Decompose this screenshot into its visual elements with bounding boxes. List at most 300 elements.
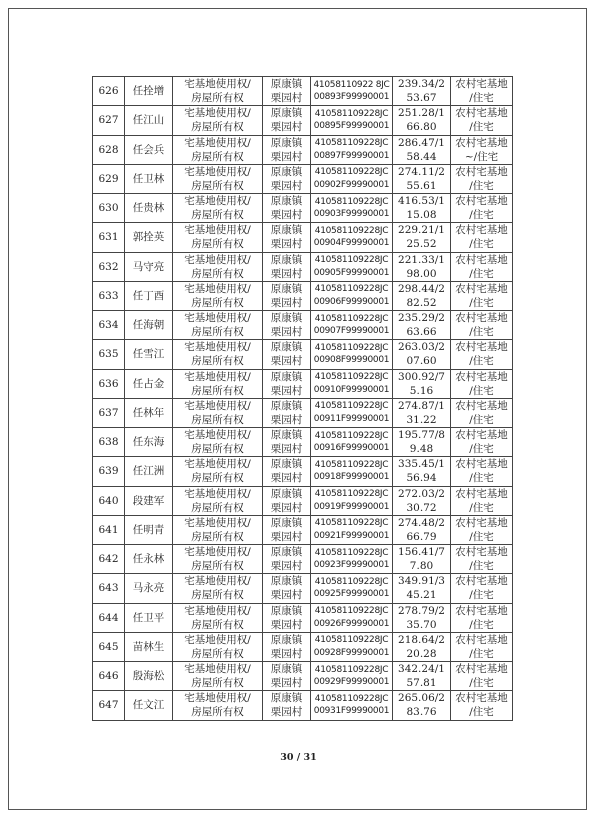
row-number-text: 644 <box>98 611 119 624</box>
cell-area <box>393 340 451 369</box>
cell-area <box>393 691 451 720</box>
row-number-text: 636 <box>98 377 119 390</box>
land-use-text: 农村宅基地 /住宅 <box>455 78 508 105</box>
cell-row-number <box>93 281 125 310</box>
right-type-text: 宅基地使用权/ 房屋所有权 <box>184 399 251 426</box>
area-text: 298.44/2 82.52 <box>398 282 445 309</box>
unit-code-text: 410581109228JC 00902F99990001 <box>313 167 390 190</box>
area-text: 342.24/1 57.81 <box>398 663 445 690</box>
cell-land-use <box>451 252 513 281</box>
owner-name-text: 任永林 <box>132 553 165 566</box>
row-number-text: 640 <box>98 494 119 507</box>
cell-unit-code <box>311 369 393 398</box>
unit-code-text: 410581109228JC 00895F99990001 <box>313 108 390 132</box>
cell-area <box>393 632 451 661</box>
land-use-text: 农村宅基地 /住宅 <box>455 224 508 251</box>
land-use-text: 农村宅基地 /住宅 <box>455 253 508 280</box>
unit-code-text: 410581109228JC 00911F99990001 <box>313 401 390 424</box>
cell-owner-name <box>125 369 173 398</box>
cell-land-use <box>451 515 513 544</box>
right-type-text: 宅基地使用权/ 房屋所有权 <box>184 195 251 222</box>
table-row <box>93 632 513 661</box>
location-text: 原康镇 栗园村 <box>270 107 303 134</box>
cell-land-use <box>451 545 513 574</box>
right-type-text: 宅基地使用权/ 房屋所有权 <box>184 604 251 631</box>
cell-right-type <box>173 135 263 164</box>
right-type-text: 宅基地使用权/ 房屋所有权 <box>184 136 251 163</box>
cell-owner-name <box>125 194 173 223</box>
right-type-text: 宅基地使用权/ 房屋所有权 <box>184 633 251 660</box>
land-use-text: 农村宅基地 /住宅 <box>455 633 508 660</box>
cell-unit-code <box>311 194 393 223</box>
land-use-text: 农村宅基地 /住宅 <box>455 546 508 573</box>
cell-location <box>263 252 311 281</box>
cell-unit-code <box>311 311 393 340</box>
area-text: 221.33/1 98.00 <box>398 253 445 280</box>
area-text: 286.47/1 58.44 <box>398 136 445 163</box>
cell-land-use <box>451 77 513 106</box>
area-text: 235.29/2 63.66 <box>398 312 445 339</box>
cell-area <box>393 252 451 281</box>
cell-area <box>393 515 451 544</box>
area-text: 156.41/7 7.80 <box>398 546 445 573</box>
cell-area <box>393 281 451 310</box>
row-number-text: 642 <box>98 553 119 566</box>
unit-code-text: 410581109228JC 00907F99990001 <box>313 313 390 337</box>
cell-right-type <box>173 281 263 310</box>
cell-owner-name <box>125 164 173 193</box>
cell-row-number <box>93 106 125 135</box>
cell-unit-code <box>311 281 393 310</box>
right-type-text: 宅基地使用权/ 房屋所有权 <box>184 107 251 134</box>
table-row <box>93 574 513 603</box>
owner-name-text: 段建军 <box>132 494 165 507</box>
cell-owner-name <box>125 398 173 427</box>
records-table <box>92 76 513 721</box>
location-text: 原康镇 栗园村 <box>270 429 303 456</box>
unit-code-text: 410581109228JC 00916F99990001 <box>313 430 390 454</box>
row-number-text: 646 <box>98 670 119 683</box>
cell-location <box>263 194 311 223</box>
owner-name-text: 郭拴英 <box>132 231 165 244</box>
cell-land-use <box>451 486 513 515</box>
cell-owner-name <box>125 281 173 310</box>
cell-row-number <box>93 603 125 632</box>
unit-code-text: 410581109228JC 00897F99990001 <box>313 138 390 161</box>
cell-location <box>263 223 311 252</box>
right-type-text: 宅基地使用权/ 房屋所有权 <box>184 575 251 602</box>
cell-land-use <box>451 691 513 720</box>
row-number-text: 626 <box>98 85 119 98</box>
cell-location <box>263 164 311 193</box>
cell-location <box>263 632 311 661</box>
land-use-text: 农村宅基地 /住宅 <box>455 458 508 485</box>
cell-row-number <box>93 311 125 340</box>
row-number-text: 639 <box>98 465 119 478</box>
table-row <box>93 77 513 106</box>
cell-unit-code <box>311 77 393 106</box>
right-type-text: 宅基地使用权/ 房屋所有权 <box>184 692 251 719</box>
cell-owner-name <box>125 77 173 106</box>
cell-right-type <box>173 486 263 515</box>
area-text: 274.48/2 66.79 <box>398 516 445 543</box>
cell-right-type <box>173 428 263 457</box>
cell-location <box>263 311 311 340</box>
row-number-text: 637 <box>98 406 119 419</box>
right-type-text: 宅基地使用权/ 房屋所有权 <box>184 341 251 368</box>
cell-right-type <box>173 545 263 574</box>
table-row <box>93 135 513 164</box>
location-text: 原康镇 栗园村 <box>270 370 303 397</box>
cell-row-number <box>93 691 125 720</box>
cell-unit-code <box>311 223 393 252</box>
cell-unit-code <box>311 574 393 603</box>
table-row <box>93 662 513 691</box>
owner-name-text: 任卫平 <box>132 611 165 624</box>
unit-code-text: 410581109228JC 00926F99990001 <box>313 606 390 629</box>
row-number-text: 627 <box>98 114 119 127</box>
cell-row-number <box>93 457 125 486</box>
unit-code-text: 410581109228JC 00921F99990001 <box>313 518 390 541</box>
cell-location <box>263 515 311 544</box>
land-use-text: 农村宅基地 /住宅 <box>455 487 508 514</box>
row-number-text: 643 <box>98 582 119 595</box>
right-type-text: 宅基地使用权/ 房屋所有权 <box>184 516 251 543</box>
cell-unit-code <box>311 135 393 164</box>
area-text: 416.53/1 15.08 <box>398 195 445 222</box>
owner-name-text: 马守亮 <box>132 260 165 273</box>
area-text: 300.92/7 5.16 <box>398 370 445 397</box>
table-row <box>93 281 513 310</box>
land-use-text: 农村宅基地 /住宅 <box>455 663 508 690</box>
cell-owner-name <box>125 106 173 135</box>
cell-land-use <box>451 457 513 486</box>
owner-name-text: 任会兵 <box>132 143 165 156</box>
cell-owner-name <box>125 428 173 457</box>
cell-location <box>263 369 311 398</box>
cell-location <box>263 545 311 574</box>
cell-row-number <box>93 369 125 398</box>
area-text: 349.91/3 45.21 <box>398 575 445 602</box>
cell-location <box>263 77 311 106</box>
cell-unit-code <box>311 515 393 544</box>
cell-land-use <box>451 574 513 603</box>
cell-right-type <box>173 311 263 340</box>
owner-name-text: 任文江 <box>132 699 165 712</box>
land-use-text: 农村宅基地 /住宅 <box>455 165 508 192</box>
table-row <box>93 428 513 457</box>
right-type-text: 宅基地使用权/ 房屋所有权 <box>184 429 251 456</box>
land-use-text: 农村宅基地 /住宅 <box>455 195 508 222</box>
row-number-text: 645 <box>98 640 119 653</box>
cell-owner-name <box>125 457 173 486</box>
cell-land-use <box>451 223 513 252</box>
land-use-text: 农村宅基地 /住宅 <box>455 429 508 456</box>
row-number-text: 632 <box>98 260 119 273</box>
land-use-text: 农村宅基地 /住宅 <box>455 341 508 368</box>
table-row <box>93 340 513 369</box>
cell-land-use <box>451 311 513 340</box>
cell-owner-name <box>125 545 173 574</box>
cell-land-use <box>451 194 513 223</box>
owner-name-text: 任贵林 <box>132 202 165 215</box>
cell-unit-code <box>311 106 393 135</box>
page-number: 30 / 31 <box>280 752 317 763</box>
cell-area <box>393 369 451 398</box>
cell-unit-code <box>311 603 393 632</box>
cell-right-type <box>173 574 263 603</box>
unit-code-text: 410581109228JC 00929F99990001 <box>313 664 390 688</box>
table-row <box>93 545 513 574</box>
cell-owner-name <box>125 223 173 252</box>
unit-code-text: 410581109228JC 00918F99990001 <box>313 459 390 483</box>
cell-location <box>263 574 311 603</box>
unit-code-text: 410581109228JC 00904F99990001 <box>313 225 390 249</box>
unit-code-text: 410581109228JC 00906F99990001 <box>313 284 390 307</box>
land-use-text: 农村宅基地 /住宅 <box>455 282 508 309</box>
cell-area <box>393 77 451 106</box>
table-row <box>93 486 513 515</box>
area-text: 274.87/1 31.22 <box>398 399 445 426</box>
owner-name-text: 任占金 <box>132 377 165 390</box>
land-use-text: 农村宅基地 /住宅 <box>455 692 508 719</box>
owner-name-text: 任东海 <box>132 436 165 449</box>
row-number-text: 647 <box>98 699 119 712</box>
location-text: 原康镇 栗园村 <box>270 604 303 631</box>
location-text: 原康镇 栗园村 <box>270 253 303 280</box>
area-text: 265.06/2 83.76 <box>398 692 445 719</box>
cell-location <box>263 428 311 457</box>
cell-right-type <box>173 457 263 486</box>
right-type-text: 宅基地使用权/ 房屋所有权 <box>184 253 251 280</box>
cell-location <box>263 603 311 632</box>
cell-location <box>263 457 311 486</box>
cell-right-type <box>173 194 263 223</box>
cell-row-number <box>93 398 125 427</box>
land-use-text: 农村宅基地 /住宅 <box>455 399 508 426</box>
cell-owner-name <box>125 632 173 661</box>
cell-area <box>393 603 451 632</box>
cell-right-type <box>173 632 263 661</box>
cell-unit-code <box>311 662 393 691</box>
right-type-text: 宅基地使用权/ 房屋所有权 <box>184 370 251 397</box>
cell-area <box>393 486 451 515</box>
unit-code-text: 410581109228JC 00925F99990001 <box>313 576 390 600</box>
row-number-text: 641 <box>98 523 119 536</box>
owner-name-text: 任江山 <box>132 114 165 127</box>
table-row <box>93 164 513 193</box>
table-row <box>93 603 513 632</box>
row-number-text: 633 <box>98 289 119 302</box>
owner-name-text: 任海朝 <box>132 319 165 332</box>
right-type-text: 宅基地使用权/ 房屋所有权 <box>184 458 251 485</box>
cell-owner-name <box>125 135 173 164</box>
cell-right-type <box>173 398 263 427</box>
location-text: 原康镇 栗园村 <box>270 136 303 163</box>
cell-right-type <box>173 223 263 252</box>
right-type-text: 宅基地使用权/ 房屋所有权 <box>184 224 251 251</box>
cell-row-number <box>93 77 125 106</box>
cell-land-use <box>451 135 513 164</box>
cell-right-type <box>173 77 263 106</box>
owner-name-text: 殷海松 <box>132 670 165 683</box>
cell-row-number <box>93 662 125 691</box>
cell-land-use <box>451 398 513 427</box>
cell-unit-code <box>311 398 393 427</box>
cell-location <box>263 398 311 427</box>
cell-right-type <box>173 340 263 369</box>
cell-area <box>393 545 451 574</box>
cell-area <box>393 398 451 427</box>
cell-land-use <box>451 369 513 398</box>
unit-code-text: 410581109228JC 00905F99990001 <box>313 255 390 278</box>
owner-name-text: 马永亮 <box>132 582 165 595</box>
cell-right-type <box>173 369 263 398</box>
cell-row-number <box>93 428 125 457</box>
land-use-text: 农村宅基地 ~/住宅 <box>455 136 508 163</box>
unit-code-text: 41058110922 8JC 00893F99990001 <box>313 79 390 103</box>
owner-name-text: 苗林生 <box>132 640 165 653</box>
cell-owner-name <box>125 691 173 720</box>
cell-right-type <box>173 662 263 691</box>
cell-right-type <box>173 515 263 544</box>
area-text: 195.77/8 9.48 <box>398 429 445 456</box>
table-row <box>93 311 513 340</box>
table-row <box>93 398 513 427</box>
cell-row-number <box>93 340 125 369</box>
cell-owner-name <box>125 340 173 369</box>
row-number-text: 631 <box>98 231 119 244</box>
cell-location <box>263 662 311 691</box>
cell-owner-name <box>125 311 173 340</box>
cell-area <box>393 194 451 223</box>
cell-area <box>393 457 451 486</box>
cell-row-number <box>93 632 125 661</box>
cell-row-number <box>93 574 125 603</box>
location-text: 原康镇 栗园村 <box>270 516 303 543</box>
cell-owner-name <box>125 574 173 603</box>
owner-name-text: 任明青 <box>132 523 165 536</box>
area-text: 251.28/1 66.80 <box>398 107 445 134</box>
table-row <box>93 252 513 281</box>
cell-unit-code <box>311 545 393 574</box>
right-type-text: 宅基地使用权/ 房屋所有权 <box>184 546 251 573</box>
cell-land-use <box>451 662 513 691</box>
cell-row-number <box>93 515 125 544</box>
unit-code-text: 410581109228JC 00903F99990001 <box>313 196 390 220</box>
location-text: 原康镇 栗园村 <box>270 458 303 485</box>
table-row <box>93 691 513 720</box>
row-number-text: 635 <box>98 348 119 361</box>
cell-land-use <box>451 164 513 193</box>
cell-land-use <box>451 340 513 369</box>
location-text: 原康镇 栗园村 <box>270 487 303 514</box>
area-text: 274.11/2 55.61 <box>398 165 445 192</box>
unit-code-text: 410581109228JC 00923F99990001 <box>313 547 390 571</box>
owner-name-text: 任江洲 <box>132 465 165 478</box>
land-use-text: 农村宅基地 /住宅 <box>455 312 508 339</box>
owner-name-text: 任拴增 <box>132 85 165 98</box>
right-type-text: 宅基地使用权/ 房屋所有权 <box>184 165 251 192</box>
area-text: 229.21/1 25.52 <box>398 224 445 251</box>
cell-area <box>393 223 451 252</box>
cell-right-type <box>173 106 263 135</box>
table-row <box>93 515 513 544</box>
unit-code-text: 410581109228JC 00910F99990001 <box>313 372 390 395</box>
table-row <box>93 457 513 486</box>
area-text: 278.79/2 35.70 <box>398 604 445 631</box>
cell-location <box>263 281 311 310</box>
cell-row-number <box>93 135 125 164</box>
table-row <box>93 369 513 398</box>
unit-code-text: 410581109228JC 00928F99990001 <box>313 635 390 658</box>
cell-location <box>263 340 311 369</box>
cell-row-number <box>93 164 125 193</box>
cell-owner-name <box>125 486 173 515</box>
cell-unit-code <box>311 632 393 661</box>
cell-land-use <box>451 603 513 632</box>
cell-unit-code <box>311 428 393 457</box>
cell-row-number <box>93 486 125 515</box>
cell-land-use <box>451 106 513 135</box>
unit-code-text: 410581109228JC 00919F99990001 <box>313 489 390 512</box>
land-use-text: 农村宅基地 /住宅 <box>455 575 508 602</box>
area-text: 335.45/1 56.94 <box>398 458 445 485</box>
cell-area <box>393 164 451 193</box>
cell-area <box>393 311 451 340</box>
location-text: 原康镇 栗园村 <box>270 78 303 105</box>
land-use-text: 农村宅基地 /住宅 <box>455 107 508 134</box>
cell-row-number <box>93 252 125 281</box>
owner-name-text: 任雪江 <box>132 348 165 361</box>
cell-location <box>263 486 311 515</box>
row-number-text: 634 <box>98 319 119 332</box>
right-type-text: 宅基地使用权/ 房屋所有权 <box>184 282 251 309</box>
cell-unit-code <box>311 252 393 281</box>
cell-right-type <box>173 164 263 193</box>
cell-area <box>393 135 451 164</box>
cell-owner-name <box>125 252 173 281</box>
location-text: 原康镇 栗园村 <box>270 341 303 368</box>
cell-row-number <box>93 545 125 574</box>
land-use-text: 农村宅基地 /住宅 <box>455 370 508 397</box>
location-text: 原康镇 栗园村 <box>270 399 303 426</box>
location-text: 原康镇 栗园村 <box>270 282 303 309</box>
cell-unit-code <box>311 340 393 369</box>
right-type-text: 宅基地使用权/ 房屋所有权 <box>184 312 251 339</box>
cell-location <box>263 135 311 164</box>
area-text: 272.03/2 30.72 <box>398 487 445 514</box>
location-text: 原康镇 栗园村 <box>270 575 303 602</box>
row-number-text: 629 <box>98 172 119 185</box>
right-type-text: 宅基地使用权/ 房屋所有权 <box>184 663 251 690</box>
cell-right-type <box>173 603 263 632</box>
location-text: 原康镇 栗园村 <box>270 633 303 660</box>
area-text: 263.03/2 07.60 <box>398 341 445 368</box>
cell-land-use <box>451 281 513 310</box>
right-type-text: 宅基地使用权/ 房屋所有权 <box>184 487 251 514</box>
cell-land-use <box>451 632 513 661</box>
cell-location <box>263 691 311 720</box>
location-text: 原康镇 栗园村 <box>270 663 303 690</box>
owner-name-text: 任丁酉 <box>132 289 165 302</box>
cell-right-type <box>173 691 263 720</box>
owner-name-text: 任林年 <box>132 406 165 419</box>
row-number-text: 630 <box>98 202 119 215</box>
cell-unit-code <box>311 691 393 720</box>
table-row <box>93 106 513 135</box>
location-text: 原康镇 栗园村 <box>270 165 303 192</box>
